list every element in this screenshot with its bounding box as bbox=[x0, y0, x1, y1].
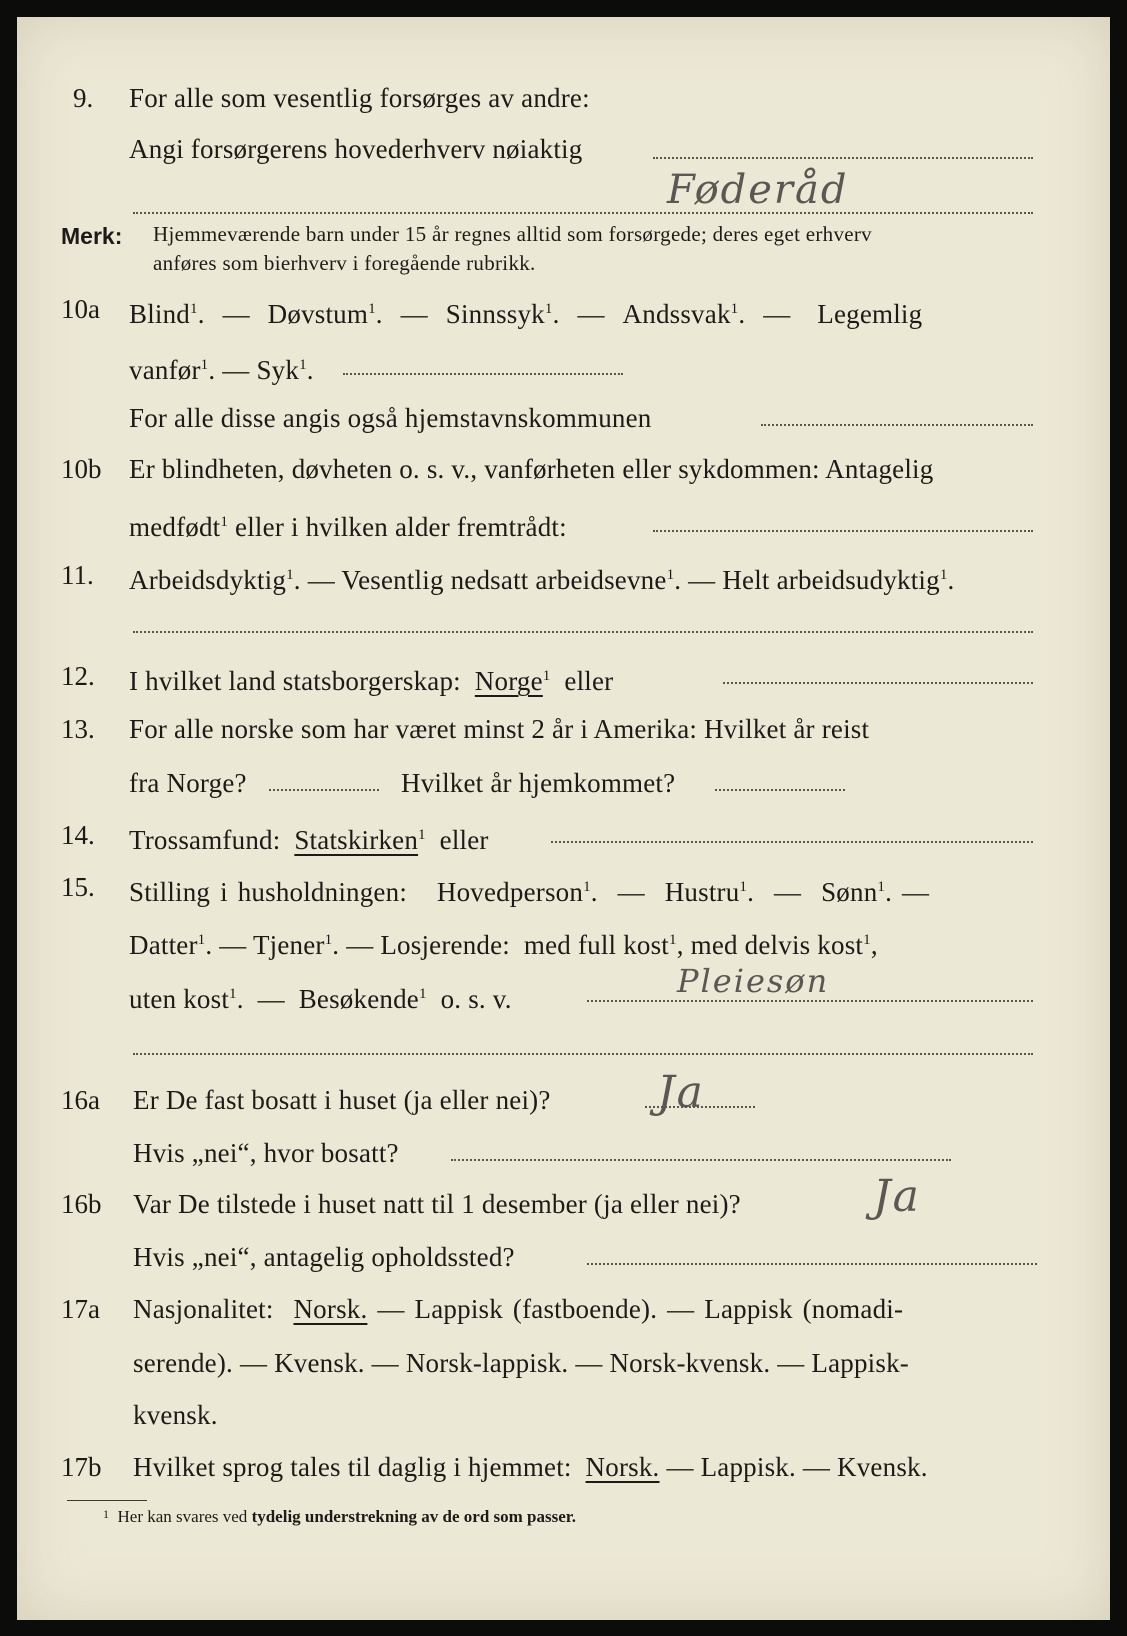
q11-number: 11. bbox=[61, 560, 94, 590]
q13-fra: fra Norge? bbox=[129, 768, 247, 798]
q9-line2: Angi forsørgerens hovederhverv nøiaktig bbox=[129, 134, 583, 164]
q17b-norsk-underlined: Norsk. bbox=[585, 1452, 660, 1482]
opt-legemlig: Legemlig bbox=[817, 299, 923, 329]
merk-line2: anføres som bierhverv i foregående rubrikk. bbox=[153, 251, 536, 275]
q10b-line1: Er blindheten, døvheten o. s. v., vanførheten eller sykdommen: Antagelig bbox=[129, 454, 934, 484]
opt-andssvak: Andssvak bbox=[622, 299, 731, 329]
q10b-number: 10b bbox=[61, 454, 102, 484]
q14-answer-line bbox=[551, 841, 1033, 843]
opt-sinnssyk: Sinnssyk bbox=[445, 299, 545, 329]
q17b-line1: Hvilket sprog tales til daglig i hjemmet: Norsk. — Lappisk. — Kvensk. bbox=[133, 1452, 928, 1482]
q12-norge-underlined: Norge bbox=[474, 666, 543, 696]
q16a-line2: Hvis „nei“, hvor bosatt? bbox=[133, 1138, 399, 1168]
q17a-norsk-underlined: Norsk. bbox=[293, 1294, 368, 1324]
q13-line1: For alle norske som har været minst 2 år i Amerika: Hvilket år reist bbox=[129, 714, 870, 744]
q15-line3: uten kost$^1$. — Besøkende$^1$ o. s. v. bbox=[129, 984, 512, 1014]
q10a-line1: Blind$^1$. — Døvstum$^1$. — Sinnssyk$^1$. — Andssvak$^1$. — Legemlig bbox=[129, 299, 923, 329]
q17b-number: 17b bbox=[61, 1452, 102, 1482]
q9-answer-line bbox=[653, 157, 1033, 159]
q15-number: 15. bbox=[61, 872, 95, 902]
q14-statskirken-underlined: Statskirken bbox=[294, 825, 419, 855]
footnote: $^1$ Her kan svares ved tydelig understrekning av de ord som passer. bbox=[103, 1507, 577, 1526]
q10a-line2: vanfør$^1$. — Syk$^1$. bbox=[129, 355, 314, 385]
q12-line1: I hvilket land statsborgerskap: Norge$^1$ eller bbox=[129, 666, 614, 696]
q15-answer-line-2 bbox=[133, 1053, 1033, 1055]
q16a-number: 16a bbox=[61, 1085, 100, 1115]
q10b-line2: medfødt$^1$ eller i hvilken alder fremtrådt: bbox=[129, 512, 567, 542]
opt-blind: Blind bbox=[129, 299, 191, 329]
q16a-bosatt-line bbox=[451, 1159, 951, 1161]
q9-handwritten-answer: Føderåd bbox=[667, 167, 849, 213]
q9-line1: For alle som vesentlig forsørges av andre: bbox=[129, 83, 590, 113]
q9-number: 9. bbox=[73, 83, 94, 113]
q12-answer-line bbox=[723, 682, 1033, 684]
q17a-line1: Nasjonalitet: Norsk. — Lappisk (fastboende). — Lappisk (nomadi- bbox=[133, 1294, 904, 1324]
q15-line1: Stilling i husholdningen: Hovedperson$^1$. — Hustru$^1$. — Sønn$^1$. — bbox=[129, 877, 930, 907]
q13-fra-line bbox=[269, 789, 379, 791]
q15-line2: Datter$^1$. — Tjener$^1$. — Losjerende: med full kost$^1$, med delvis kost$^1$, bbox=[129, 930, 878, 960]
q14-number: 14. bbox=[61, 820, 95, 850]
q9-answer-line-2 bbox=[133, 212, 1033, 214]
q11-answer-line bbox=[133, 631, 1033, 633]
q17a-number: 17a bbox=[61, 1294, 100, 1324]
footnote-rule bbox=[67, 1500, 147, 1501]
opt-dovstum: Døvstum bbox=[267, 299, 369, 329]
q10a-kommune-line bbox=[761, 424, 1033, 426]
q16a-handwritten-answer: Ja bbox=[657, 1067, 705, 1118]
q10b-answer-line bbox=[653, 530, 1033, 532]
q16b-number: 16b bbox=[61, 1189, 102, 1219]
q13-hjem: Hvilket år hjemkommet? bbox=[401, 768, 676, 798]
merk-line1: Hjemmeværende barn under 15 år regnes alltid som forsørgede; deres eget erhverv bbox=[153, 222, 872, 246]
q12-number: 12. bbox=[61, 661, 95, 691]
q14-line1: Trossamfund: Statskirken$^1$ eller bbox=[129, 825, 489, 855]
q10a-number: 10a bbox=[61, 294, 100, 324]
q17a-line2: serende). — Kvensk. — Norsk-lappisk. — Norsk-kvensk. — Lappisk- bbox=[133, 1348, 909, 1378]
q16b-handwritten-answer: Ja bbox=[873, 1171, 921, 1222]
q16b-line2: Hvis „nei“, antagelig opholdssted? bbox=[133, 1242, 515, 1272]
q16a-line1: Er De fast bosatt i huset (ja eller nei)? bbox=[133, 1085, 551, 1115]
q10a-syk-line bbox=[343, 373, 623, 375]
q16b-opholdssted-line bbox=[587, 1263, 1037, 1265]
q16b-line1: Var De tilstede i huset natt til 1 desember (ja eller nei)? bbox=[133, 1189, 741, 1219]
q11-line1: Arbeidsdyktig$^1$. — Vesentlig nedsatt arbeidsevne$^1$. — Helt arbeidsudyktig$^1$. bbox=[129, 565, 955, 595]
q13-number: 13. bbox=[61, 714, 95, 744]
q10a-line3: For alle disse angis også hjemstavnskommunen bbox=[129, 403, 652, 433]
q15-handwritten-answer: Pleiesøn bbox=[677, 962, 830, 1000]
q15-answer-line bbox=[587, 1000, 1033, 1002]
q17a-line3: kvensk. bbox=[133, 1400, 218, 1430]
merk-label: Merk: bbox=[61, 223, 123, 249]
q13-hjem-line bbox=[715, 789, 845, 791]
census-form-page bbox=[17, 17, 1110, 1620]
